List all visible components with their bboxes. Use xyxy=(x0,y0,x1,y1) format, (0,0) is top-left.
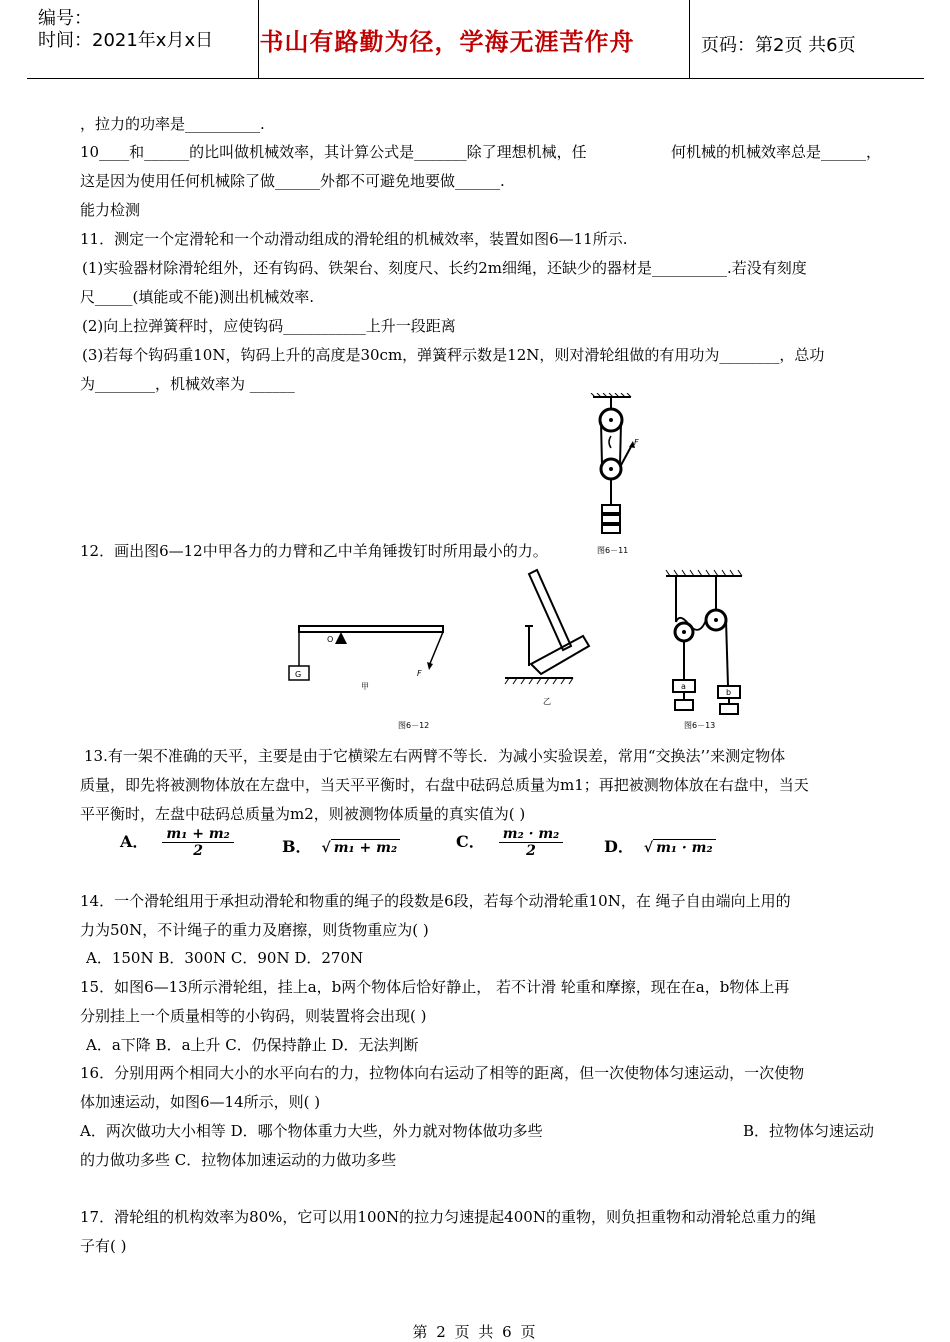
page-footer: 第 2 页 共 6 页 xyxy=(412,1323,538,1341)
motto: 书山有路勤为径，学海无涯苦作舟 xyxy=(259,28,635,56)
answer-options: A．两次做功大小相等 D．哪个物体重力大些，外力就对物体做功多些 xyxy=(80,1122,543,1140)
option-d: D． √ m₁ · m₂ xyxy=(604,834,716,857)
question-16: 16．分别用两个相同大小的水平向右的力，拉物体向右运动了相等的距离，但一次使物体匀速运动，一次使物 xyxy=(80,1064,805,1082)
figure-label: 甲 xyxy=(361,682,369,691)
figure-caption: 图6－13 xyxy=(684,721,716,730)
number-label: 编号： xyxy=(38,8,92,29)
option-c: C． $\frac{\text{m₂ · m₂}}{2}$ xyxy=(456,826,563,859)
text-line: 为________，机械效率为 ______ xyxy=(80,375,295,393)
question-14: 14．一个滑轮组用于承担动滑轮和物重的绳子的段数是6段，若每个动滑轮重10N，在 绳子自由端向上用的 xyxy=(80,892,791,910)
text-line: 平平衡时，左盘中砝码总质量为m2，则被测物体质量的真实值为( ) xyxy=(80,805,526,823)
text-line: 10____和______的比叫做机械效率，其计算公式是_______除了理想机械，任 xyxy=(80,143,587,161)
figure-6-11 xyxy=(585,393,645,558)
text-line: 何机械的机械效率总是______， xyxy=(671,143,882,161)
option-a: A． $\frac{\text{m₁ + m₂}}{2}$ xyxy=(120,826,234,859)
question-11: 11．测定一个定滑轮和一个动滑动组成的滑轮组的机械效率，装置如图6—11所示. xyxy=(80,230,628,248)
text-line: 体加速运动，如图6—14所示，则( ) xyxy=(80,1093,321,1111)
answer-options: 的力做功多些 C．拉物体加速运动的力做功多些 xyxy=(80,1151,397,1169)
figure-label: a xyxy=(681,682,686,691)
text-line: 子有( ) xyxy=(80,1237,127,1255)
answer-options: A．a下降 B．a上升 C．仍保持静止 D．无法判断 xyxy=(86,1036,419,1054)
text-line: 这是因为使用任何机械除了做______外都不可避免地要做______. xyxy=(80,172,505,190)
text-line: (1)实验器材除滑轮组外，还有钩码、铁架台、刻度尺、长约2m细绳，还缺少的器材是__________.若没有刻度 xyxy=(82,259,807,277)
text-line: 质量，即先将被测物体放在左盘中，当天平平衡时，右盘中砝码总质量为m1；再把被测物体放在右盘中，当天 xyxy=(80,776,809,794)
figure-label: b xyxy=(726,688,732,697)
text-line: 力为50N，不计绳子的重力及磨擦，则货物重应为( ) xyxy=(80,921,429,939)
answer-options: B．拉物体匀速运动 xyxy=(743,1122,875,1140)
figure-label: F xyxy=(634,438,639,447)
section-heading: 能力检测 xyxy=(80,201,141,219)
figure-label: 乙 xyxy=(543,697,551,706)
time-label: 时间：2021年x月x日 xyxy=(38,30,214,51)
question-17: 17．滑轮组的机构效率为80%，它可以用100N的拉力匀速提起400N的重物，则负担重物和动滑轮总重力的绳 xyxy=(80,1208,816,1226)
page-label: 页码：第2页 共6页 xyxy=(701,35,856,56)
figure-label: F xyxy=(417,669,422,678)
figure-6-13 xyxy=(660,566,750,736)
text-line: ，拉力的功率是__________. xyxy=(80,115,265,133)
header-divider xyxy=(689,0,690,78)
question-13: 13.有一架不准确的天平，主要是由于它横梁左右两臂不等长．为减小实验误差，常用“交换法’’来测定物体 xyxy=(84,747,786,765)
option-b: B． √ m₁ + m₂ xyxy=(282,834,400,857)
answer-options: A．150N B．300N C．90N D．270N xyxy=(86,949,364,967)
question-15: 15．如图6—13所示滑轮组，挂上a，b两个物体后恰好静止， 若不计滑 轮重和摩擦，现在在a，b物体上再 xyxy=(80,978,790,996)
text-line: 分别挂上一个质量相等的小钩码，则装置将会出现( ) xyxy=(80,1007,427,1025)
figure-label: G xyxy=(295,670,302,679)
figure-6-12 xyxy=(283,566,593,736)
figure-label: O xyxy=(327,635,334,644)
figure-caption: 图6－12 xyxy=(398,721,430,730)
question-12: 12．画出图6—12中甲各力的力臂和乙中羊角锤拨钉时所用最小的力。 xyxy=(80,542,548,560)
text-line: 尺_____(填能或不能)测出机械效率. xyxy=(80,288,314,306)
text-line: (2)向上拉弹簧秤时，应使钩码___________上升一段距离 xyxy=(82,317,456,335)
figure-caption: 图6－11 xyxy=(597,546,629,555)
text-line: (3)若每个钩码重10N，钩码上升的高度是30cm，弹簧秤示数是12N，则对滑轮组做的有用功为________，总功 xyxy=(82,346,825,364)
